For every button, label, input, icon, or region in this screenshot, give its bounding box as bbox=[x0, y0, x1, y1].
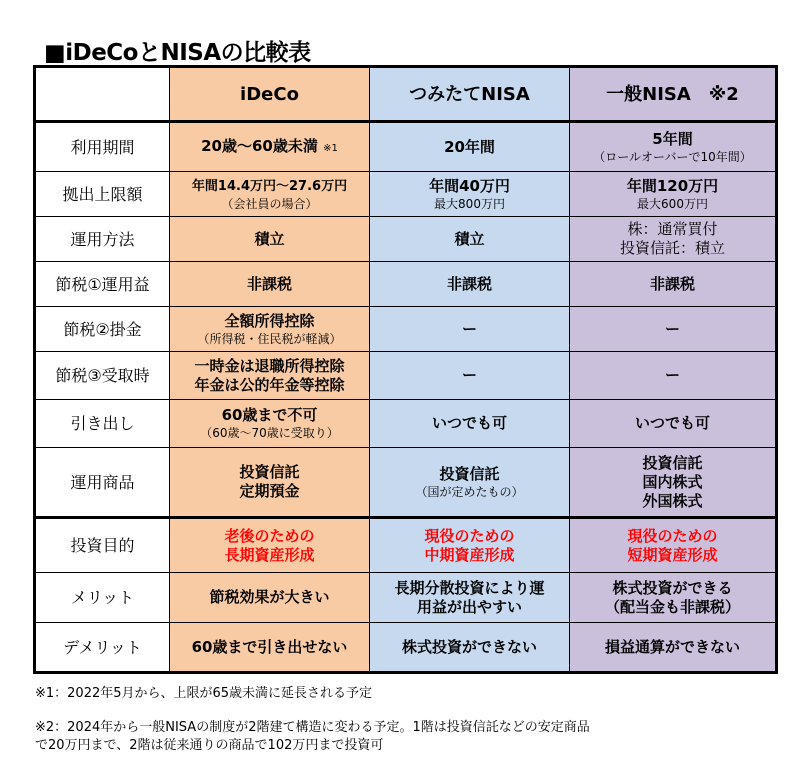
cell-tax1-tsumitate: 非課税 bbox=[370, 262, 570, 307]
cell-products-ideco bbox=[170, 448, 370, 518]
row-label-period: 利用期間 bbox=[35, 122, 170, 172]
row-tax2 bbox=[35, 307, 777, 352]
cell-method-ideco: 積立 bbox=[170, 217, 370, 262]
cell-merit-ippan-line2: （配当金も非課税） bbox=[604, 597, 740, 616]
footnote-marker-1: ※1 bbox=[323, 142, 338, 154]
cell-withdraw-ideco bbox=[170, 400, 370, 448]
cell-merit-tsumitate bbox=[370, 573, 570, 623]
cell-purpose-ippan bbox=[570, 518, 777, 573]
cell-withdraw-ideco-line2: （60歳～70歳に受取り） bbox=[200, 426, 339, 440]
row-label-limit: 拠出上限額 bbox=[35, 172, 170, 217]
header-corner-cell bbox=[35, 67, 170, 122]
row-demerit bbox=[35, 623, 777, 673]
cell-period-ippan-line1: 5年間 bbox=[652, 129, 693, 148]
cell-demerit-ideco: 60歳まで引き出せない bbox=[170, 623, 370, 673]
header-row bbox=[35, 67, 777, 122]
cell-period-ippan bbox=[570, 122, 777, 172]
cell-purpose-ideco-line1: 老後のための bbox=[224, 526, 315, 545]
cell-method-ippan-line1: 株：通常買付 bbox=[627, 220, 718, 238]
cell-limit-tsumitate-line2: 最大800万円 bbox=[434, 196, 505, 211]
row-tax1 bbox=[35, 262, 777, 307]
cell-purpose-tsumitate-line1: 現役のための bbox=[424, 526, 515, 545]
cell-purpose-ideco-line2: 長期資産形成 bbox=[224, 545, 315, 564]
cell-tax3-tsumitate: ー bbox=[370, 352, 570, 400]
cell-demerit-tsumitate: 株式投資ができない bbox=[370, 623, 570, 673]
cell-tax1-ippan: 非課税 bbox=[570, 262, 777, 307]
cell-merit-tsumitate-line1: 長期分散投資により運 bbox=[394, 578, 545, 597]
row-label-withdraw: 引き出し bbox=[35, 400, 170, 448]
cell-limit-ideco-line2: （会社員の場合） bbox=[221, 196, 318, 211]
column-header-ippan-nisa: 一般NISA ※2 bbox=[570, 67, 777, 122]
cell-products-tsumitate bbox=[370, 448, 570, 518]
cell-method-ippan-line2: 投資信託：積立 bbox=[619, 239, 725, 257]
footnote-2-line1: ※2：2024年から一般NISAの制度が2階建て構造に変わる予定。1階は投資信託などの安定商品 bbox=[35, 720, 590, 735]
row-merit bbox=[35, 573, 777, 623]
cell-products-tsumitate-line2: （国が定めたもの） bbox=[415, 484, 524, 499]
cell-merit-ideco: 節税効果が大きい bbox=[170, 573, 370, 623]
cell-tax1-ideco: 非課税 bbox=[170, 262, 370, 307]
row-method bbox=[35, 217, 777, 262]
cell-limit-ippan-line1: 年間120万円 bbox=[626, 176, 719, 195]
row-label-tax1: 節税①運用益 bbox=[35, 262, 170, 307]
cell-tax2-ideco bbox=[170, 307, 370, 352]
row-label-purpose: 投資目的 bbox=[35, 518, 170, 573]
cell-limit-tsumitate bbox=[370, 172, 570, 217]
cell-products-ideco-line2: 定期預金 bbox=[239, 482, 300, 500]
cell-demerit-ippan: 損益通算ができない bbox=[570, 623, 777, 673]
column-header-ideco: iDeCo bbox=[170, 67, 370, 122]
row-withdraw bbox=[35, 400, 777, 448]
cell-limit-ippan bbox=[570, 172, 777, 217]
page-title: ■iDeCoとNISAの比較表 bbox=[44, 40, 311, 66]
cell-withdraw-tsumitate: いつでも可 bbox=[370, 400, 570, 448]
cell-products-tsumitate-line1: 投資信託 bbox=[439, 464, 500, 483]
cell-products-ippan-line2: 国内株式 bbox=[642, 472, 703, 491]
column-header-tsumitate-nisa: つみたてNISA bbox=[370, 67, 570, 122]
cell-purpose-ippan-line1: 現役のための bbox=[627, 526, 718, 545]
cell-withdraw-ideco-line1: 60歳まで不可 bbox=[221, 406, 318, 424]
row-products bbox=[35, 448, 777, 518]
cell-purpose-tsumitate bbox=[370, 518, 570, 573]
row-limit bbox=[35, 172, 777, 217]
cell-period-ideco bbox=[170, 122, 370, 172]
cell-method-ippan bbox=[570, 217, 777, 262]
cell-tax3-ideco-line1: 一時金は退職所得控除 bbox=[194, 356, 345, 375]
row-label-products: 運用商品 bbox=[35, 448, 170, 518]
row-label-demerit: デメリット bbox=[35, 623, 170, 673]
cell-tax3-ideco bbox=[170, 352, 370, 400]
cell-products-ippan-line1: 投資信託 bbox=[642, 453, 703, 472]
cell-tax2-ideco-line1: 全額所得控除 bbox=[224, 311, 315, 330]
row-label-tax3: 節税③受取時 bbox=[35, 352, 170, 400]
cell-purpose-ippan-line2: 短期資産形成 bbox=[627, 545, 718, 564]
cell-period-ideco-text: 20歳～60歳未満 bbox=[201, 136, 318, 155]
row-period bbox=[35, 122, 777, 172]
cell-limit-tsumitate-line1: 年間40万円 bbox=[429, 176, 510, 195]
cell-limit-ideco bbox=[170, 172, 370, 217]
cell-products-ippan bbox=[570, 448, 777, 518]
comparison-table bbox=[33, 65, 778, 674]
cell-period-tsumitate: 20年間 bbox=[370, 122, 570, 172]
cell-merit-ippan-line1: 株式投資ができる bbox=[612, 578, 733, 597]
cell-products-ippan-line3: 外国株式 bbox=[642, 491, 703, 510]
cell-tax3-ippan: ー bbox=[570, 352, 777, 400]
cell-limit-ideco-line1: 年間14.4万円～27.6万円 bbox=[191, 178, 348, 194]
cell-tax2-ideco-line2: （所得税・住民税が軽減） bbox=[197, 331, 342, 346]
cell-tax2-ippan: ー bbox=[570, 307, 777, 352]
cell-withdraw-ippan: いつでも可 bbox=[570, 400, 777, 448]
footnote-1: ※1：2022年5月から、上限が65歳未満に延長される予定 bbox=[35, 686, 373, 701]
cell-products-ideco-line1: 投資信託 bbox=[239, 463, 300, 481]
row-label-method: 運用方法 bbox=[35, 217, 170, 262]
footnote-2-line2: で20万円まで、2階は従来通りの商品で102万円まで投資可 bbox=[35, 738, 384, 753]
cell-limit-ippan-line2: 最大600万円 bbox=[637, 196, 708, 211]
cell-purpose-tsumitate-line2: 中期資産形成 bbox=[424, 545, 515, 564]
cell-merit-tsumitate-line2: 用益が出やすい bbox=[416, 597, 522, 616]
row-label-merit: メリット bbox=[35, 573, 170, 623]
row-tax3 bbox=[35, 352, 777, 400]
cell-tax2-tsumitate: ー bbox=[370, 307, 570, 352]
cell-method-tsumitate: 積立 bbox=[370, 217, 570, 262]
cell-period-ippan-line2: （ロールオーバーで10年間） bbox=[593, 149, 752, 164]
row-purpose bbox=[35, 518, 777, 573]
cell-merit-ippan bbox=[570, 573, 777, 623]
row-label-tax2: 節税②掛金 bbox=[35, 307, 170, 352]
cell-purpose-ideco bbox=[170, 518, 370, 573]
cell-tax3-ideco-line2: 年金は公的年金等控除 bbox=[194, 375, 345, 394]
